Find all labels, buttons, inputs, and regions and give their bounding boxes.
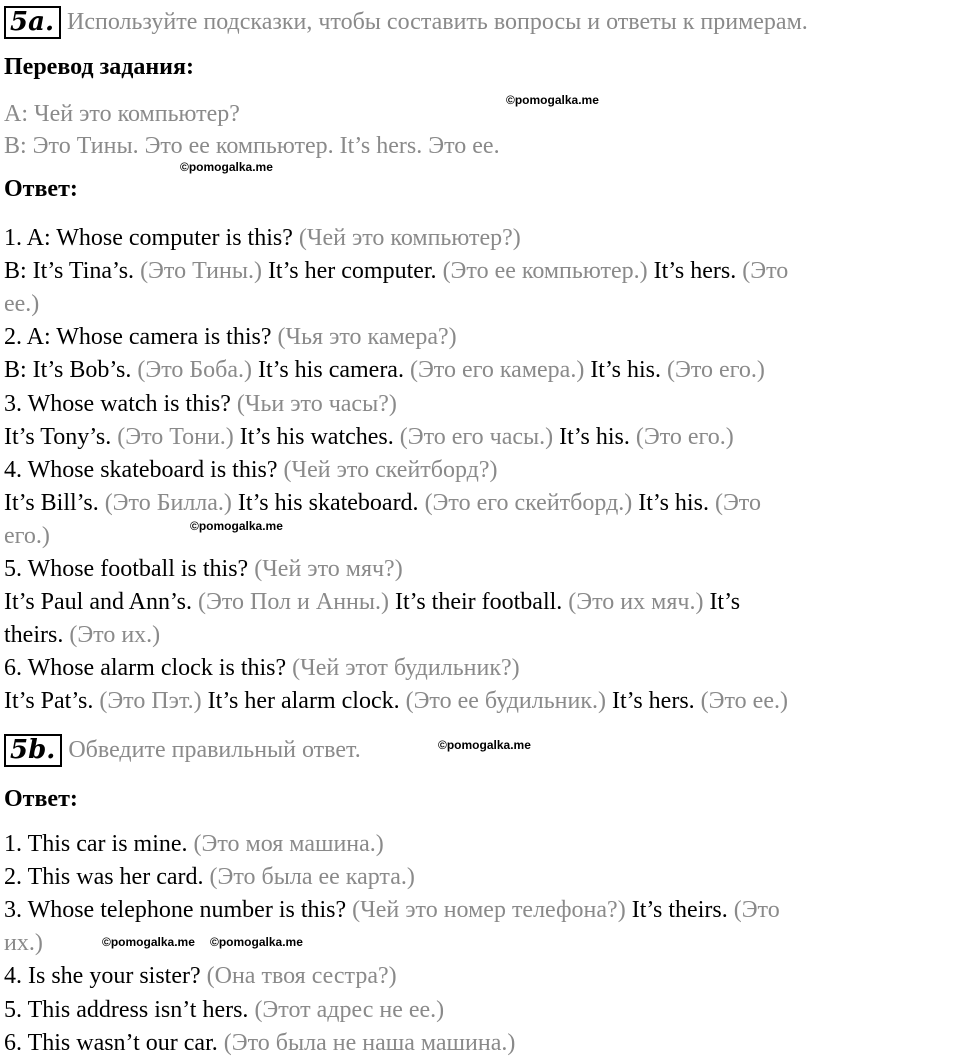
answer-text: 2. This was her card. [4, 864, 210, 891]
answer-text: It’s his. [553, 423, 636, 450]
translation-line-1: A: Чей это компьютер? [4, 101, 240, 127]
translation-text: (Чей это скейтборд?) [283, 456, 498, 483]
translation-text: (Это [742, 258, 789, 285]
translation-text: (Чей это компьютер?) [298, 225, 521, 251]
answer-text: It’s his skateboard. [231, 489, 425, 516]
answer-text: It’s theirs. [625, 897, 734, 924]
answer-line [4, 553, 403, 585]
answer-line [4, 685, 788, 717]
translation-text: (Это Пол и Анны.) [198, 589, 389, 616]
answer-line [4, 354, 765, 386]
answer-text: It’s her alarm clock. [201, 688, 406, 715]
translation-text: (Она твоя сестра?) [206, 963, 397, 990]
answer-text: It’s his watches. [233, 423, 400, 450]
translation-line-2: B: Это Тины. Это ее компьютер. It’s hers. Это ее. [4, 133, 500, 159]
answer-line [4, 454, 498, 486]
translation-heading: Перевод задания: [4, 54, 194, 80]
answer-text: 4. Whose skateboard is this? [4, 456, 284, 483]
exercise-5a-header [4, 6, 808, 39]
translation-text: (Это ее компьютер.) [442, 258, 648, 285]
answer-line [4, 222, 521, 254]
translation-text: (Это его камера.) [409, 357, 585, 384]
answer-text: It’s his. [584, 357, 667, 384]
translation-text: (Это Тины.) [140, 258, 262, 285]
watermark: ©pomogalka.me [190, 519, 283, 533]
answer-line [4, 520, 50, 552]
translation-text: его.) [4, 522, 50, 549]
answer-line [4, 861, 415, 893]
answer-text: It’s Paul and Ann’s. [4, 589, 199, 616]
translation-text: (Это ее.) [700, 688, 788, 715]
translation-text: ее.) [4, 291, 40, 318]
answer-text: It’s his. [632, 489, 715, 516]
answer-text: 4. Is she your sister? [4, 963, 207, 990]
answer-text: theirs. [4, 622, 70, 649]
answer-text: 5. Whose football is this? [4, 556, 255, 582]
watermark: ©pomogalka.me [438, 738, 531, 752]
answer-text: 1. A: Whose computer is this? [4, 225, 299, 251]
translation-text: (Это Боба.) [137, 357, 253, 384]
answer-text: It’s hers. [647, 258, 743, 285]
translation-text: (Это была не наша машина.) [223, 1029, 516, 1056]
answer-line [4, 421, 734, 453]
translation-text: (Это его.) [635, 423, 734, 450]
answer-line [4, 586, 740, 618]
translation-text: (Чей это мяч?) [254, 556, 403, 582]
answer-line [4, 894, 780, 926]
translation-text: (Это моя машина.) [193, 831, 384, 857]
answer-text: It’s Pat’s. [4, 688, 100, 715]
exercise-5b-answer-heading: Ответ: [4, 786, 78, 812]
answer-text: 2. A: Whose camera is this? [4, 324, 278, 351]
exercise-5b-task: Обведите правильный ответ. [68, 737, 361, 763]
watermark: ©pomogalka.me [102, 935, 195, 949]
answer-text: 6. Whose alarm clock is this? [4, 655, 293, 682]
answer-text: It’s Bill’s. [4, 489, 105, 516]
translation-text: (Это [714, 489, 761, 516]
answer-text: 5. This address isn’t hers. [4, 996, 255, 1023]
answer-line [4, 255, 788, 287]
answer-text: It’s Tony’s. [4, 423, 118, 450]
answer-text: 3. Whose telephone number is this? [4, 897, 353, 924]
answer-text: B: It’s Tina’s. [4, 258, 141, 285]
answer-text: 1. This car is mine. [4, 831, 194, 857]
answer-line [4, 960, 397, 992]
answer-text: It’s his camera. [252, 357, 410, 384]
answer-line [4, 994, 444, 1026]
translation-text: (Чей это номер телефона?) [352, 897, 626, 924]
answer-line [4, 321, 457, 353]
translation-text: (Это Пэт.) [99, 688, 202, 715]
answer-line [4, 927, 43, 959]
answer-line [4, 388, 397, 420]
answer-line [4, 619, 160, 651]
translation-text: (Чья это камера?) [277, 324, 457, 351]
exercise-5a-answer-heading: Ответ: [4, 176, 78, 202]
translation-text: (Это их.) [69, 622, 161, 649]
translation-text: (Это Тони.) [117, 423, 234, 450]
watermark: ©pomogalka.me [180, 160, 273, 174]
translation-text: (Это ее будильник.) [405, 688, 607, 715]
exercise-5a-number: 5a. [4, 6, 61, 39]
answer-text: 3. Whose watch is this? [4, 390, 237, 417]
watermark: ©pomogalka.me [506, 93, 599, 107]
answer-line [4, 487, 761, 519]
answer-line [4, 828, 384, 860]
watermark: ©pomogalka.me [210, 935, 303, 949]
translation-text: (Чей этот будильник?) [292, 655, 520, 682]
translation-text: (Это его часы.) [399, 423, 554, 450]
exercise-5b-number: 5b. [4, 734, 62, 767]
translation-text: (Это их мяч.) [568, 589, 704, 616]
answer-line [4, 1027, 515, 1059]
answer-text: It’s hers. [606, 688, 701, 715]
answer-text: It’s [703, 589, 741, 616]
translation-text: (Это Билла.) [104, 489, 232, 516]
answer-line [4, 652, 520, 684]
translation-text: (Это [733, 897, 780, 924]
exercise-5b-header [4, 734, 361, 767]
answer-text: It’s her computer. [261, 258, 443, 285]
translation-text: (Это была ее карта.) [209, 864, 415, 891]
answer-text: B: It’s Bob’s. [4, 357, 138, 384]
answer-text: 6. This wasn’t our car. [4, 1029, 224, 1056]
exercise-5a-task: Используйте подсказки, чтобы составить вопросы и ответы к примерам. [67, 9, 808, 35]
translation-text: (Этот адрес не ее.) [254, 996, 445, 1023]
translation-text: (Чьи это часы?) [236, 390, 397, 417]
translation-text: (Это его скейтборд.) [424, 489, 633, 516]
answer-line [4, 288, 39, 320]
translation-text: их.) [4, 930, 43, 957]
translation-text: (Это его.) [667, 357, 765, 384]
answer-text: It’s their football. [389, 589, 569, 616]
